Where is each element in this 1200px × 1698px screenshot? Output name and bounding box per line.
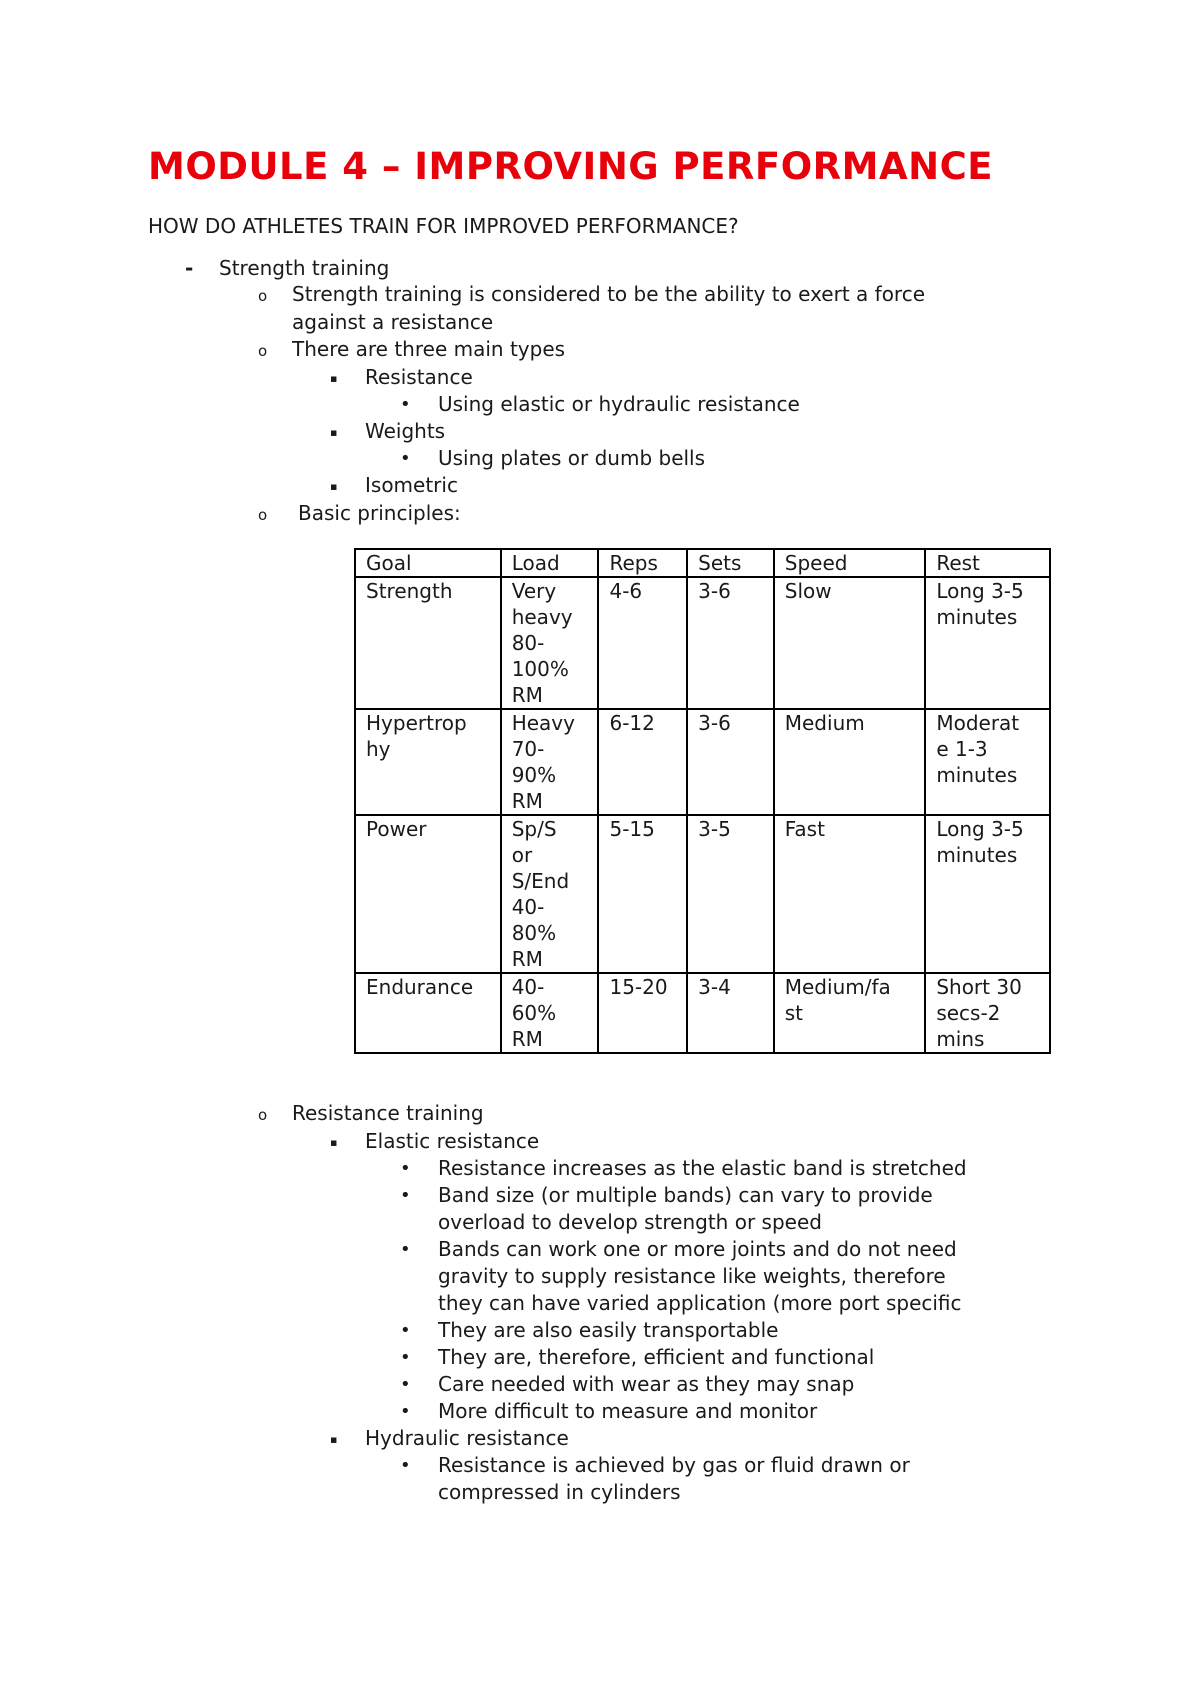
outline-weights: Weights xyxy=(365,419,446,443)
dot-bullet: • xyxy=(400,1320,411,1341)
outline-resistance-detail: Using elastic or hydraulic resistance xyxy=(438,392,800,416)
elastic-resistance-heading: Elastic resistance xyxy=(365,1129,540,1153)
elastic-point: Care needed with wear as they may snap xyxy=(438,1372,855,1396)
table-row xyxy=(355,577,1050,709)
table-cell: Moderat e 1-3 minutes xyxy=(925,709,1050,815)
square-bullet: ▪ xyxy=(330,480,338,493)
hydraulic-point: Resistance is achieved by gas or fluid drawn or xyxy=(438,1453,910,1477)
table-cell: 3-4 xyxy=(687,973,774,1053)
table-cell: Long 3-5 minutes xyxy=(925,815,1050,973)
dot-bullet: • xyxy=(400,1455,411,1476)
header-cell: Rest xyxy=(925,549,1050,577)
dot-bullet: • xyxy=(400,1158,411,1179)
elastic-point-cont: gravity to supply resistance like weights, therefore xyxy=(438,1264,946,1288)
elastic-point: They are also easily transportable xyxy=(438,1318,779,1342)
dot-bullet: • xyxy=(400,1374,411,1395)
table-cell: Sp/S or S/End 40- 80% RM xyxy=(501,815,599,973)
table-cell: 3-6 xyxy=(687,709,774,815)
circle-bullet: o xyxy=(258,342,268,360)
circle-bullet: o xyxy=(258,1106,268,1124)
elastic-point: They are, therefore, efficient and functional xyxy=(438,1345,875,1369)
table-cell: Hypertrop hy xyxy=(355,709,501,815)
table-cell: Medium xyxy=(774,709,926,815)
dot-bullet: • xyxy=(400,1401,411,1422)
square-bullet: ▪ xyxy=(330,1136,338,1149)
table-cell: 3-5 xyxy=(687,815,774,973)
dot-bullet: • xyxy=(400,1185,411,1206)
table-cell: Endurance xyxy=(355,973,501,1053)
outline-basic-principles: Basic principles: xyxy=(298,501,461,525)
dot-bullet: • xyxy=(400,1347,411,1368)
dot-bullet: • xyxy=(400,448,411,469)
elastic-point: Resistance increases as the elastic band is stretched xyxy=(438,1156,967,1180)
table-cell: Power xyxy=(355,815,501,973)
outline-definition: Strength training is considered to be the ability to exert a force xyxy=(292,282,926,306)
square-bullet: ▪ xyxy=(330,1433,338,1446)
resistance-training-heading: Resistance training xyxy=(292,1101,484,1125)
header-cell: Sets xyxy=(687,549,774,577)
table-cell: 5-15 xyxy=(598,815,687,973)
table-cell: 15-20 xyxy=(598,973,687,1053)
training-goals-table xyxy=(354,548,1051,1054)
table-header-row xyxy=(355,549,1050,577)
table-cell: Heavy 70- 90% RM xyxy=(501,709,599,815)
elastic-point: Band size (or multiple bands) can vary to provide xyxy=(438,1183,933,1207)
section-heading: HOW DO ATHLETES TRAIN FOR IMPROVED PERFORMANCE? xyxy=(148,214,739,238)
table-cell: Very heavy 80- 100% RM xyxy=(501,577,599,709)
outline-isometric: Isometric xyxy=(365,473,458,497)
outline-strength-training: Strength training xyxy=(219,256,390,280)
table-row xyxy=(355,973,1050,1053)
hydraulic-resistance-heading: Hydraulic resistance xyxy=(365,1426,569,1450)
dot-bullet: • xyxy=(400,1239,411,1260)
elastic-point: More difficult to measure and monitor xyxy=(438,1399,818,1423)
outline-three-types: There are three main types xyxy=(292,337,566,361)
circle-bullet: o xyxy=(258,506,268,524)
hydraulic-point-cont: compressed in cylinders xyxy=(438,1480,681,1504)
elastic-point-cont: they can have varied application (more port specific xyxy=(438,1291,962,1315)
header-cell: Load xyxy=(501,549,599,577)
header-cell: Reps xyxy=(598,549,687,577)
dash-bullet: - xyxy=(185,256,194,280)
table-cell: Slow xyxy=(774,577,926,709)
dot-bullet: • xyxy=(400,394,411,415)
square-bullet: ▪ xyxy=(330,426,338,439)
table-cell: 6-12 xyxy=(598,709,687,815)
table-cell: 4-6 xyxy=(598,577,687,709)
table-cell: Long 3-5 minutes xyxy=(925,577,1050,709)
square-bullet: ▪ xyxy=(330,372,338,385)
table-cell: 3-6 xyxy=(687,577,774,709)
table-cell: Short 30 secs-2 mins xyxy=(925,973,1050,1053)
table-cell: 40- 60% RM xyxy=(501,973,599,1053)
circle-bullet: o xyxy=(258,287,268,305)
outline-resistance: Resistance xyxy=(365,365,473,389)
outline-weights-detail: Using plates or dumb bells xyxy=(438,446,706,470)
table-cell: Fast xyxy=(774,815,926,973)
table-cell: Medium/fa st xyxy=(774,973,926,1053)
outline-definition-cont: against a resistance xyxy=(292,310,494,334)
module-title: MODULE 4 – IMPROVING PERFORMANCE xyxy=(148,145,993,188)
header-cell: Speed xyxy=(774,549,926,577)
table-cell: Strength xyxy=(355,577,501,709)
table-row xyxy=(355,709,1050,815)
table-row xyxy=(355,815,1050,973)
header-cell: Goal xyxy=(355,549,501,577)
elastic-point: Bands can work one or more joints and do not need xyxy=(438,1237,957,1261)
elastic-point-cont: overload to develop strength or speed xyxy=(438,1210,822,1234)
